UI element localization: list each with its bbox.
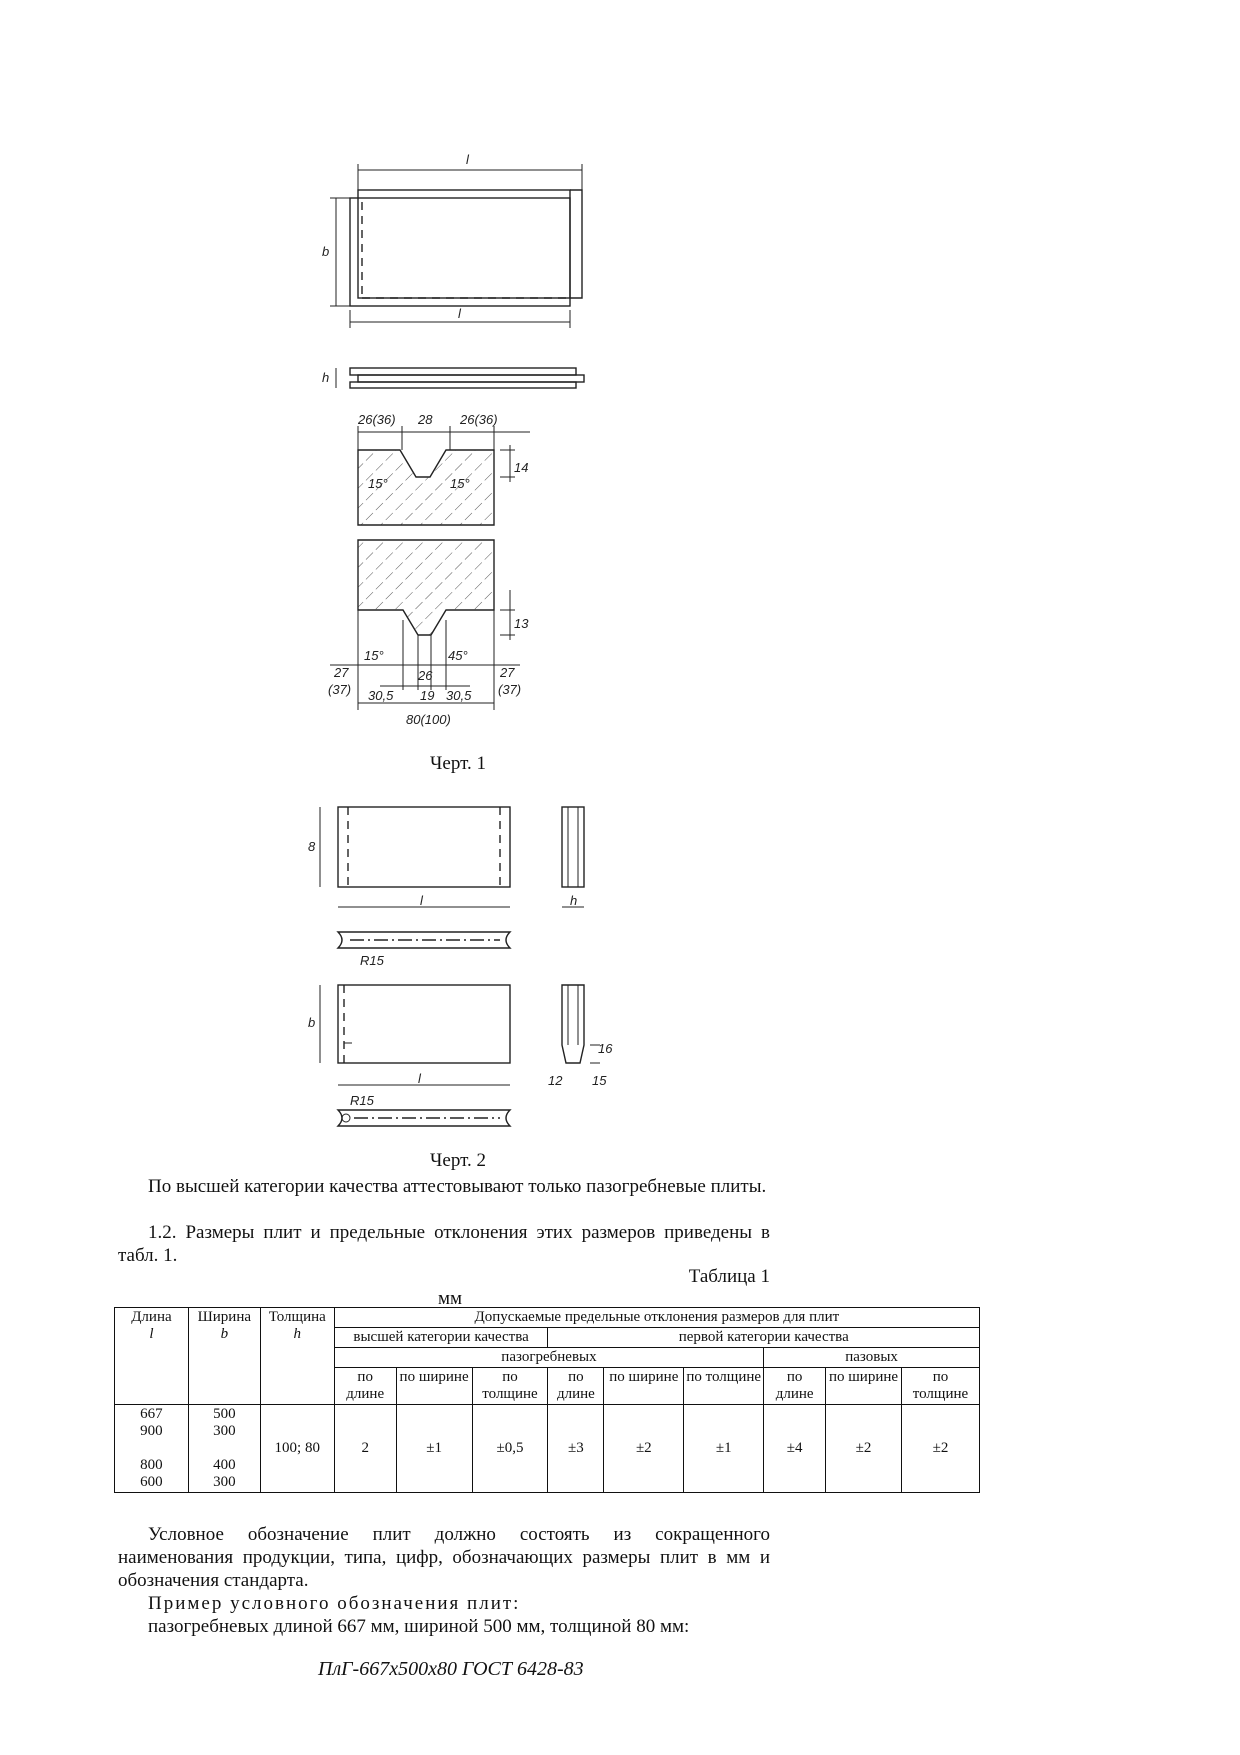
dim-bottom-right1: 27 (500, 665, 515, 680)
sub-thk-2: по толщине (684, 1368, 764, 1405)
dim-sub-mid: 19 (420, 688, 435, 703)
dim-top-mid: 28 (418, 412, 433, 427)
dim-l-bottom: l (458, 306, 461, 321)
tol-first-g-thickness: ±2 (901, 1405, 979, 1493)
dim-l-bottom: l (418, 1071, 421, 1086)
length-667: 667 (140, 1406, 163, 1422)
table-units: мм (437, 1288, 463, 1309)
dim-bottom-mid: 26 (418, 668, 433, 683)
sub-wid-2: по ширине (604, 1368, 684, 1405)
tol-high-width: ±1 (396, 1405, 472, 1493)
cross-section-bottom (330, 540, 520, 710)
dim-depth-bottom: 13 (514, 616, 529, 631)
table-caption: Таблица 1 (688, 1266, 770, 1287)
sub-wid-3: по ширине (826, 1368, 902, 1405)
angle-top-left: 15° (368, 476, 388, 491)
angle-top-right: 15° (450, 476, 470, 491)
header-high-category: высшей категории качества (334, 1328, 548, 1348)
length-900: 900 (140, 1423, 163, 1439)
figure-2-caption: Черт. 2 (430, 1150, 486, 1171)
paragraph-quality: По высшей категории качества аттестовывают только пазогребневые плиты. (148, 1176, 767, 1197)
tol-first-g-width: ±2 (826, 1405, 902, 1493)
length-800: 800 (140, 1457, 163, 1473)
dim-h: h (322, 370, 330, 385)
plan-view (330, 164, 582, 328)
width-300b: 300 (213, 1474, 236, 1490)
dim-l-top: l (466, 152, 469, 167)
figure-2-drawing (300, 795, 630, 1150)
sub-len-2: по длине (548, 1368, 604, 1405)
designation-example: ПлГ-667х500х80 ГОСТ 6428-83 (318, 1658, 584, 1680)
header-group: Допускаемые предельные отклонения размеров для плит (334, 1308, 979, 1328)
width-values (188, 1405, 260, 1493)
dim-b: b (322, 244, 330, 259)
header-first-category: первой категории качества (548, 1328, 980, 1348)
length-values (115, 1405, 189, 1493)
header-tongue-groove: пазогребневых (334, 1348, 763, 1368)
header-width-symbol: b (220, 1326, 229, 1342)
header-width (188, 1308, 260, 1405)
header-length-label: Длина (131, 1309, 172, 1325)
sub-len-1: по длине (334, 1368, 396, 1405)
sub-wid-1: по ширине (396, 1368, 472, 1405)
width-400: 400 (213, 1457, 236, 1473)
header-length-symbol: l (149, 1326, 154, 1342)
width-300: 300 (213, 1423, 236, 1439)
side-view (336, 368, 584, 388)
figure-1-caption: Черт. 1 (430, 753, 486, 774)
header-thickness (260, 1308, 334, 1405)
dim-sub-right: 30,5 (446, 688, 472, 703)
sub-thk-3: по толщине (901, 1368, 979, 1405)
edge-profile-top (338, 932, 510, 948)
dim-12: 12 (548, 1073, 563, 1088)
angle-bottom-left: 15° (364, 648, 384, 663)
end-view-bottom (562, 985, 600, 1063)
plan-view-top (320, 807, 510, 907)
dim-bottom-left1: 27 (334, 665, 349, 680)
tol-first-tg-thickness: ±1 (684, 1405, 764, 1493)
edge-profile-bottom (338, 1110, 510, 1126)
dim-depth-top: 14 (514, 460, 529, 475)
width-500: 500 (213, 1406, 236, 1422)
sub-len-3: по длине (764, 1368, 826, 1405)
header-groove: пазовых (764, 1348, 980, 1368)
plan-view-bottom (320, 985, 510, 1085)
dim-15: 15 (592, 1073, 607, 1088)
paragraph-example-heading: Пример условного обозначения плит: (148, 1593, 521, 1614)
sub-thk-1: по толщине (472, 1368, 548, 1405)
tol-first-g-length: ±4 (764, 1405, 826, 1493)
header-length (115, 1308, 189, 1405)
dim-l-top: l (420, 893, 423, 908)
thickness-value: 100; 80 (260, 1405, 334, 1493)
dim-total: 80(100) (406, 712, 451, 727)
radius-top: R15 (360, 953, 384, 968)
figure-1-drawing (300, 150, 600, 750)
length-600: 600 (140, 1474, 163, 1490)
dim-sub-left: 30,5 (368, 688, 394, 703)
paragraph-designation-rule: Условное обозначение плит должно состоять из сокращенного наименования продукции, типа, цифр, обозначающих размеры плит в мм и обозначения стандарта. (118, 1524, 770, 1591)
angle-bottom-right: 45° (448, 648, 468, 663)
dim-b-bottom: b (308, 1015, 316, 1030)
paragraph-sizes: 1.2. Размеры плит и предельные отклонения этих размеров приведены в табл. 1. (118, 1222, 770, 1266)
tol-first-tg-length: ±3 (548, 1405, 604, 1493)
dim-top-left: 26(36) (358, 412, 396, 427)
dim-16: 16 (598, 1041, 613, 1056)
tol-high-thickness: ±0,5 (472, 1405, 548, 1493)
header-thickness-symbol: h (293, 1326, 302, 1342)
tol-high-length: 2 (334, 1405, 396, 1493)
dim-top-right: 26(36) (460, 412, 498, 427)
end-view-top (562, 807, 584, 907)
tol-first-tg-width: ±2 (604, 1405, 684, 1493)
header-thickness-label: Толщина (268, 1309, 326, 1325)
dim-h-top: h (570, 893, 578, 908)
dim-bottom-right2: (37) (498, 682, 522, 697)
dim-b-top: 8 (308, 839, 316, 854)
paragraph-example: пазогребневых длиной 667 мм, шириной 500 мм, толщиной 80 мм: (148, 1616, 690, 1637)
header-width-label: Ширина (197, 1309, 252, 1325)
radius-bottom: R15 (350, 1093, 374, 1108)
dimensions-table (114, 1307, 980, 1493)
dim-bottom-left2: (37) (328, 682, 352, 697)
